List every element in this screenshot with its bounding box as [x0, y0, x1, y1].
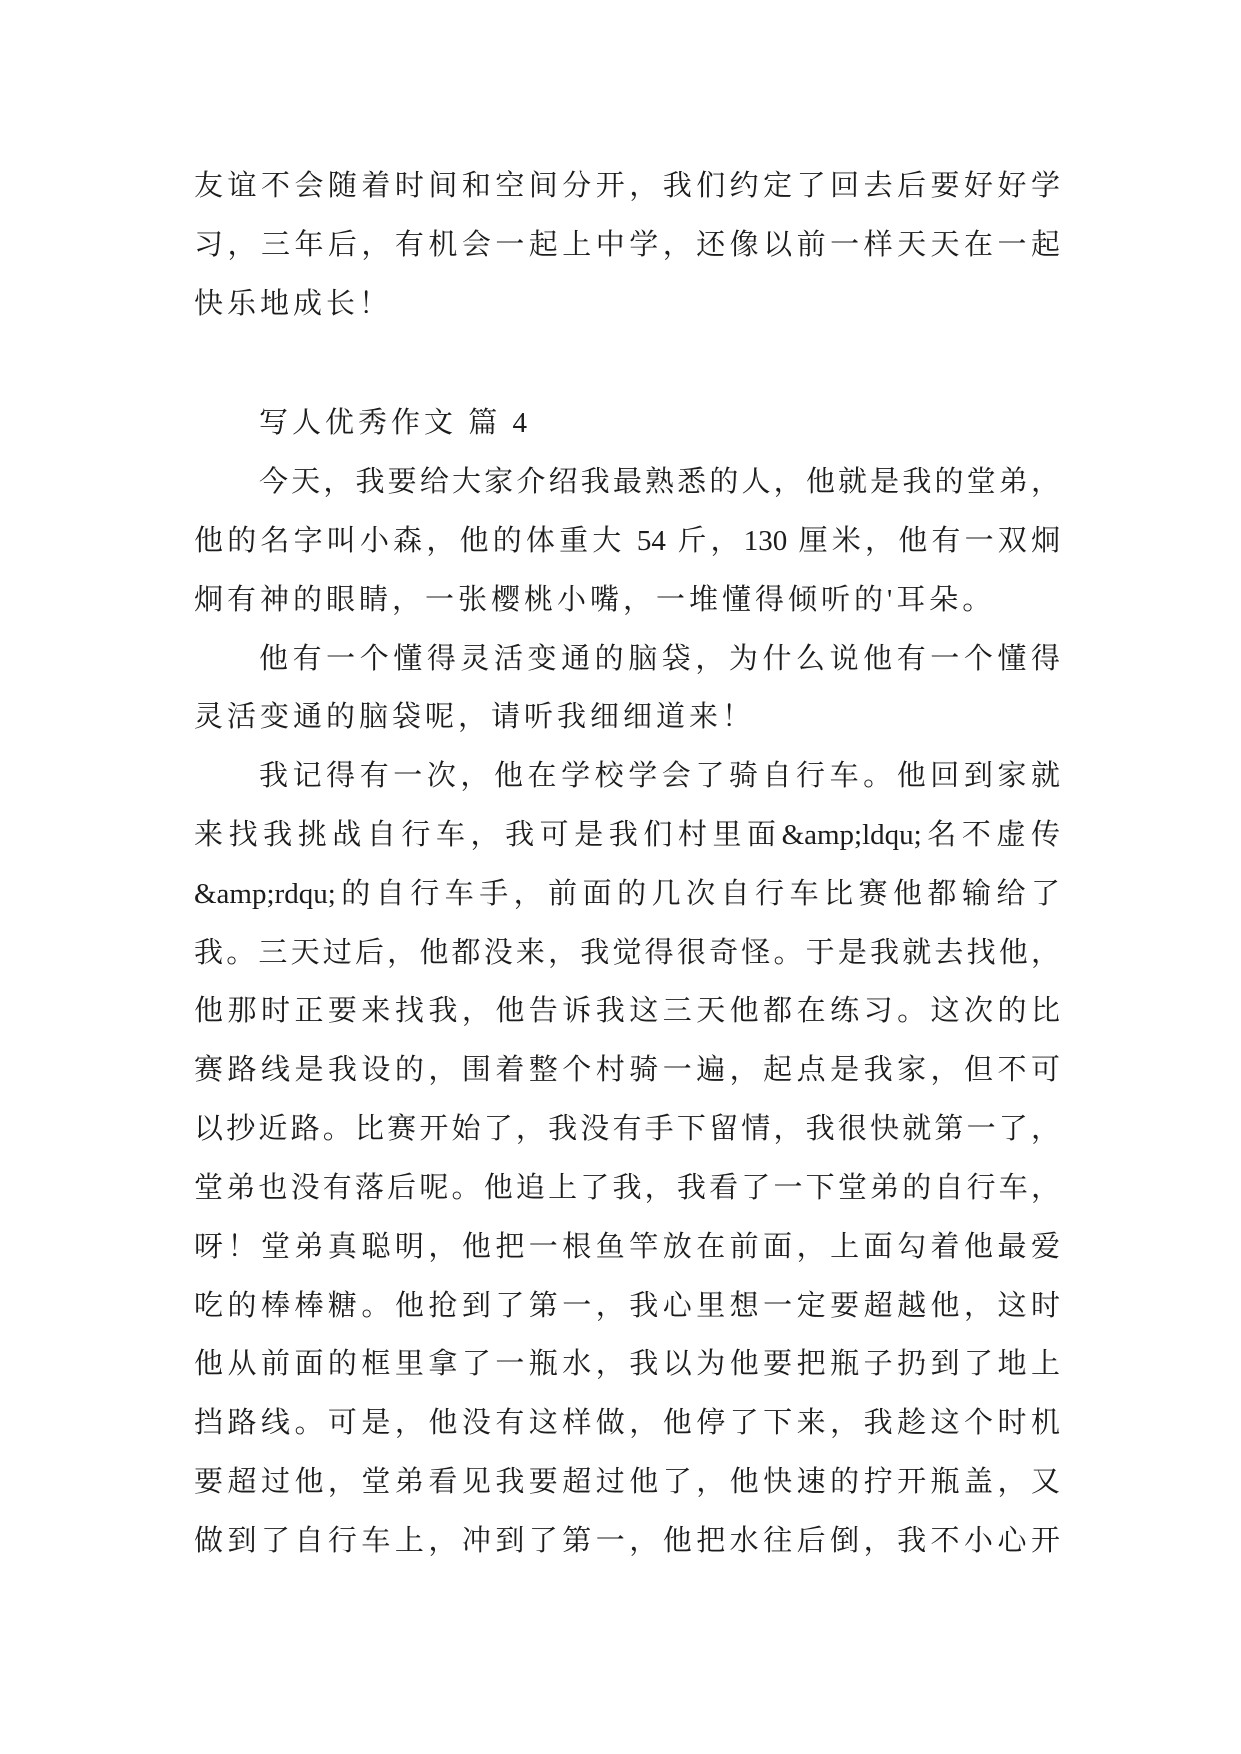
text-line: 今天，我要给大家介绍我最熟悉的人，他就是我的堂弟，: [259, 466, 1060, 498]
text-line: 友谊不会随着时间和空间分开，我们约定了回去后要好好学: [194, 170, 1060, 202]
text-line: 来找我挑战自行车，我可是我们村里面&amp;ldqu;名不虚传: [194, 819, 1060, 851]
text-line: 挡路线。可是，他没有这样做，他停了下来，我趁这个时机: [194, 1407, 1060, 1439]
text-line: 赛路线是我设的，围着整个村骑一遍，起点是我家，但不可: [194, 1054, 1060, 1086]
text-line: 他的名字叫小森，他的体重大 54 斤，130 厘米，他有一双炯: [194, 525, 1060, 557]
text-line: &amp;rdqu;的自行车手，前面的几次自行车比赛他都输给了: [194, 878, 1060, 910]
text-line: 做到了自行车上，冲到了第一，他把水往后倒，我不小心开: [194, 1525, 1060, 1557]
text-line: 要超过他，堂弟看见我要超过他了，他快速的拧开瓶盖，又: [194, 1466, 1060, 1498]
text-line: 习，三年后，有机会一起上中学，还像以前一样天天在一起: [194, 229, 1060, 261]
text-line: 以抄近路。比赛开始了，我没有手下留情，我很快就第一了，: [194, 1113, 1060, 1145]
text-line: 堂弟也没有落后呢。他追上了我，我看了一下堂弟的自行车，: [194, 1172, 1060, 1204]
text-line: 吃的棒棒糖。他抢到了第一，我心里想一定要超越他，这时: [194, 1290, 1060, 1322]
text-line: 我。三天过后，他都没来，我觉得很奇怪。于是我就去找他，: [194, 937, 1060, 969]
text-line: 呀！堂弟真聪明，他把一根鱼竿放在前面，上面勾着他最爱: [194, 1231, 1060, 1263]
text-line: 灵活变通的脑袋呢，请听我细细道来！: [194, 701, 756, 733]
text-line: 他那时正要来找我，他告诉我这三天他都在练习。这次的比: [194, 995, 1060, 1027]
text-line: 他有一个懂得灵活变通的脑袋，为什么说他有一个懂得: [259, 643, 1060, 675]
section-heading: 写人优秀作文 篇 4: [259, 407, 532, 439]
text-line: 我记得有一次，他在学校学会了骑自行车。他回到家就: [259, 760, 1060, 792]
text-line: 炯有神的眼睛，一张樱桃小嘴，一堆懂得倾听的'耳朵。: [194, 584, 996, 616]
text-line: 快乐地成长！: [194, 288, 393, 320]
text-line: 他从前面的框里拿了一瓶水，我以为他要把瓶子扔到了地上: [194, 1348, 1060, 1380]
